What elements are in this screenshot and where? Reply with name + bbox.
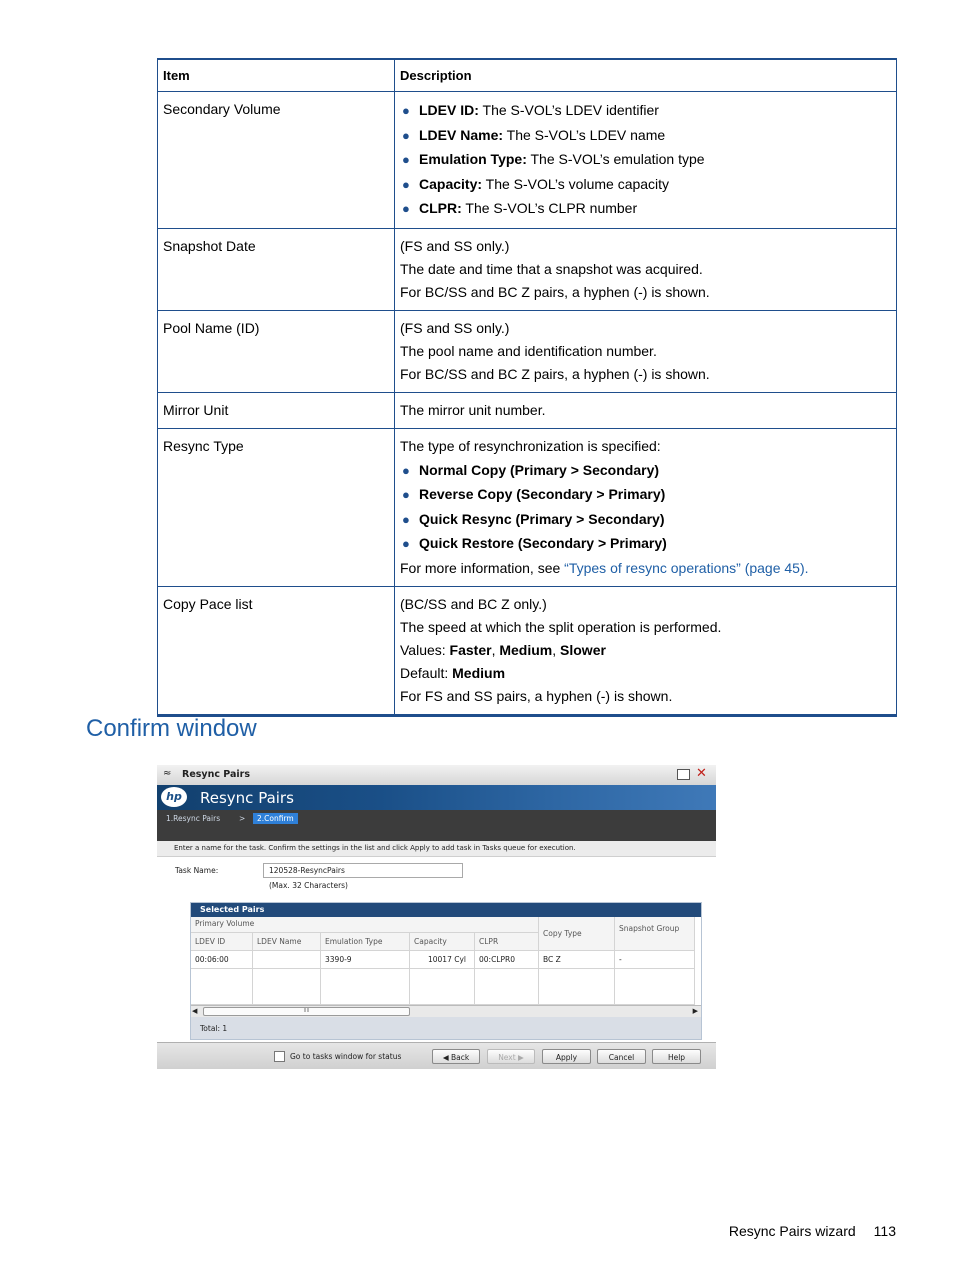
cell-emulation-type[interactable]: 3390-9 — [321, 951, 410, 969]
collapse-icon[interactable]: ≈ — [163, 768, 172, 779]
task-name-hint: (Max. 32 Characters) — [269, 881, 348, 890]
item-resync-type: Resync Type — [158, 428, 395, 586]
col-emulation-type[interactable]: Emulation Type — [321, 933, 410, 951]
cell-copy-type[interactable]: BC Z — [539, 951, 615, 969]
instruction-bar — [157, 841, 716, 857]
task-name-input[interactable] — [263, 863, 463, 878]
table-row — [158, 92, 897, 229]
scroll-thumb[interactable]: IIII — [203, 1007, 410, 1016]
wizard-footer — [157, 1042, 716, 1069]
desc-snapshot-date: (FS and SS only.) The date and time that a snapshot was acquired. For BC/SS and BC Z pairs, a hyphen (-) is shown. — [395, 228, 897, 310]
list-item: ● Normal Copy (Primary > Secondary) — [400, 459, 891, 483]
item-copy-pace: Copy Pace list — [158, 586, 395, 715]
table-row — [158, 586, 897, 715]
resync-types-link[interactable]: “Types of resync operations” (page 45) — [564, 559, 805, 576]
empty-cell — [615, 969, 695, 1005]
list-item: ● Quick Resync (Primary > Secondary) — [400, 508, 891, 532]
window-title: Resync Pairs — [182, 769, 251, 780]
resync-pairs-window — [157, 765, 716, 1069]
list-item: ● CLPR: The S-VOL’s CLPR number — [400, 197, 891, 221]
cell-clpr[interactable]: 00:CLPR0 — [475, 951, 539, 969]
apply-button[interactable]: Apply — [542, 1049, 591, 1064]
scroll-left-icon[interactable]: ◀ — [192, 1007, 198, 1015]
bullet-icon: ● — [402, 176, 410, 192]
desc-resync-type: The type of resynchronization is specified: ● Normal Copy (Primary > Secondary) ● Reverse Copy (Secondary > Primary) ● Quick Resync (Primary > Secondary) ● Quick Restore (Secondary > Primary) For more information, see “Types of resync operations” (page 45). — [395, 428, 897, 586]
horizontal-scrollbar[interactable] — [191, 1005, 701, 1017]
breadcrumb-step-resync[interactable]: 1.Resync Pairs — [166, 814, 221, 823]
header-description: Description — [395, 59, 897, 92]
list-item: ● Capacity: The S-VOL’s volume capacity — [400, 173, 891, 197]
bullet-icon: ● — [402, 152, 410, 167]
wizard-header — [157, 785, 716, 810]
breadcrumb-separator: > — [239, 814, 246, 823]
table-row — [158, 428, 897, 586]
next-button[interactable]: Next ▶ — [487, 1049, 535, 1064]
panel-title: Selected Pairs — [191, 903, 701, 917]
total-bar — [191, 1017, 701, 1039]
empty-cell — [475, 969, 539, 1005]
empty-cell — [191, 969, 253, 1005]
item-secondary-volume: Secondary Volume — [158, 92, 395, 229]
instruction-text: Enter a name for the task. Confirm the settings in the list and click Apply to add task in Tasks queue for execution. — [174, 844, 576, 852]
col-snapshot-group[interactable]: Snapshot Group — [615, 917, 695, 951]
help-button[interactable]: Help — [652, 1049, 701, 1064]
list-item: ● Reverse Copy (Secondary > Primary) — [400, 483, 891, 507]
wizard-title: Resync Pairs — [200, 789, 294, 807]
item-snapshot-date: Snapshot Date — [158, 228, 395, 310]
desc-pool-name: (FS and SS only.) The pool name and identification number. For BC/SS and BC Z pairs, a hyphen (-) is shown. — [395, 310, 897, 392]
list-item: ● Emulation Type: The S-VOL’s emulation type — [400, 148, 891, 172]
bullet-icon: ● — [402, 487, 410, 502]
cell-ldev-name[interactable] — [253, 951, 321, 969]
breadcrumb — [157, 810, 716, 841]
col-ldev-id[interactable]: LDEV ID — [191, 933, 253, 951]
cancel-button[interactable]: Cancel — [597, 1049, 646, 1064]
empty-cell — [410, 969, 475, 1005]
cell-capacity[interactable]: 10017 Cyl — [410, 951, 475, 969]
desc-secondary-volume — [395, 92, 897, 229]
table-row — [158, 392, 897, 428]
empty-cell — [321, 969, 410, 1005]
window-titlebar — [157, 765, 716, 786]
section-title: Confirm window — [86, 715, 257, 742]
item-mirror-unit: Mirror Unit — [158, 392, 395, 428]
list-item: ● LDEV ID: The S-VOL’s LDEV identifier — [400, 99, 891, 123]
task-name-label: Task Name: — [175, 866, 219, 875]
maximize-icon[interactable] — [677, 769, 690, 780]
table-row — [158, 310, 897, 392]
go-to-tasks-label: Go to tasks window for status — [290, 1052, 402, 1061]
col-capacity[interactable]: Capacity — [410, 933, 475, 951]
breadcrumb-step-confirm[interactable]: 2.Confirm — [253, 813, 298, 824]
back-button[interactable]: ◀ Back — [432, 1049, 480, 1064]
total-count: Total: 1 — [200, 1024, 228, 1033]
footer-section-name: Resync Pairs wizard — [728, 1223, 856, 1239]
bullet-icon: ● — [402, 127, 410, 143]
col-copy-type[interactable]: Copy Type — [539, 917, 615, 951]
group-header-primary-volume: Primary Volume — [191, 917, 539, 933]
bullet-icon: ● — [402, 103, 410, 118]
page-number: 113 — [873, 1223, 896, 1239]
desc-copy-pace: (BC/SS and BC Z only.) The speed at which the split operation is performed. Values: Faster, Medium, Slower Default: Medium For FS and SS pairs, a hyphen (-) is shown. — [395, 586, 897, 715]
selected-pairs-panel — [190, 902, 702, 1040]
item-pool-name: Pool Name (ID) — [158, 310, 395, 392]
col-ldev-name[interactable]: LDEV Name — [253, 933, 321, 951]
desc-mirror-unit: The mirror unit number. — [395, 392, 897, 428]
bullet-icon: ● — [402, 511, 410, 527]
scroll-right-icon[interactable]: ▶ — [692, 1007, 698, 1015]
bullet-icon: ● — [402, 201, 410, 216]
hp-logo: hp — [161, 787, 187, 807]
list-item: ● LDEV Name: The S-VOL’s LDEV name — [400, 124, 891, 148]
list-item: ● Quick Restore (Secondary > Primary) — [400, 532, 891, 556]
page-footer — [729, 1223, 896, 1239]
pairs-table — [191, 917, 701, 1005]
cell-snapshot-group[interactable]: - — [615, 951, 695, 969]
description-table — [157, 58, 897, 717]
bullet-icon: ● — [402, 536, 410, 551]
cell-ldev-id[interactable]: 00:06:00 — [191, 951, 253, 969]
bullet-icon: ● — [402, 462, 410, 478]
empty-cell — [539, 969, 615, 1005]
empty-cell — [253, 969, 321, 1005]
close-icon[interactable]: ✕ — [696, 766, 707, 781]
go-to-tasks-checkbox[interactable] — [274, 1051, 285, 1062]
header-item: Item — [158, 59, 395, 92]
col-clpr[interactable]: CLPR — [475, 933, 539, 951]
table-row — [158, 228, 897, 310]
